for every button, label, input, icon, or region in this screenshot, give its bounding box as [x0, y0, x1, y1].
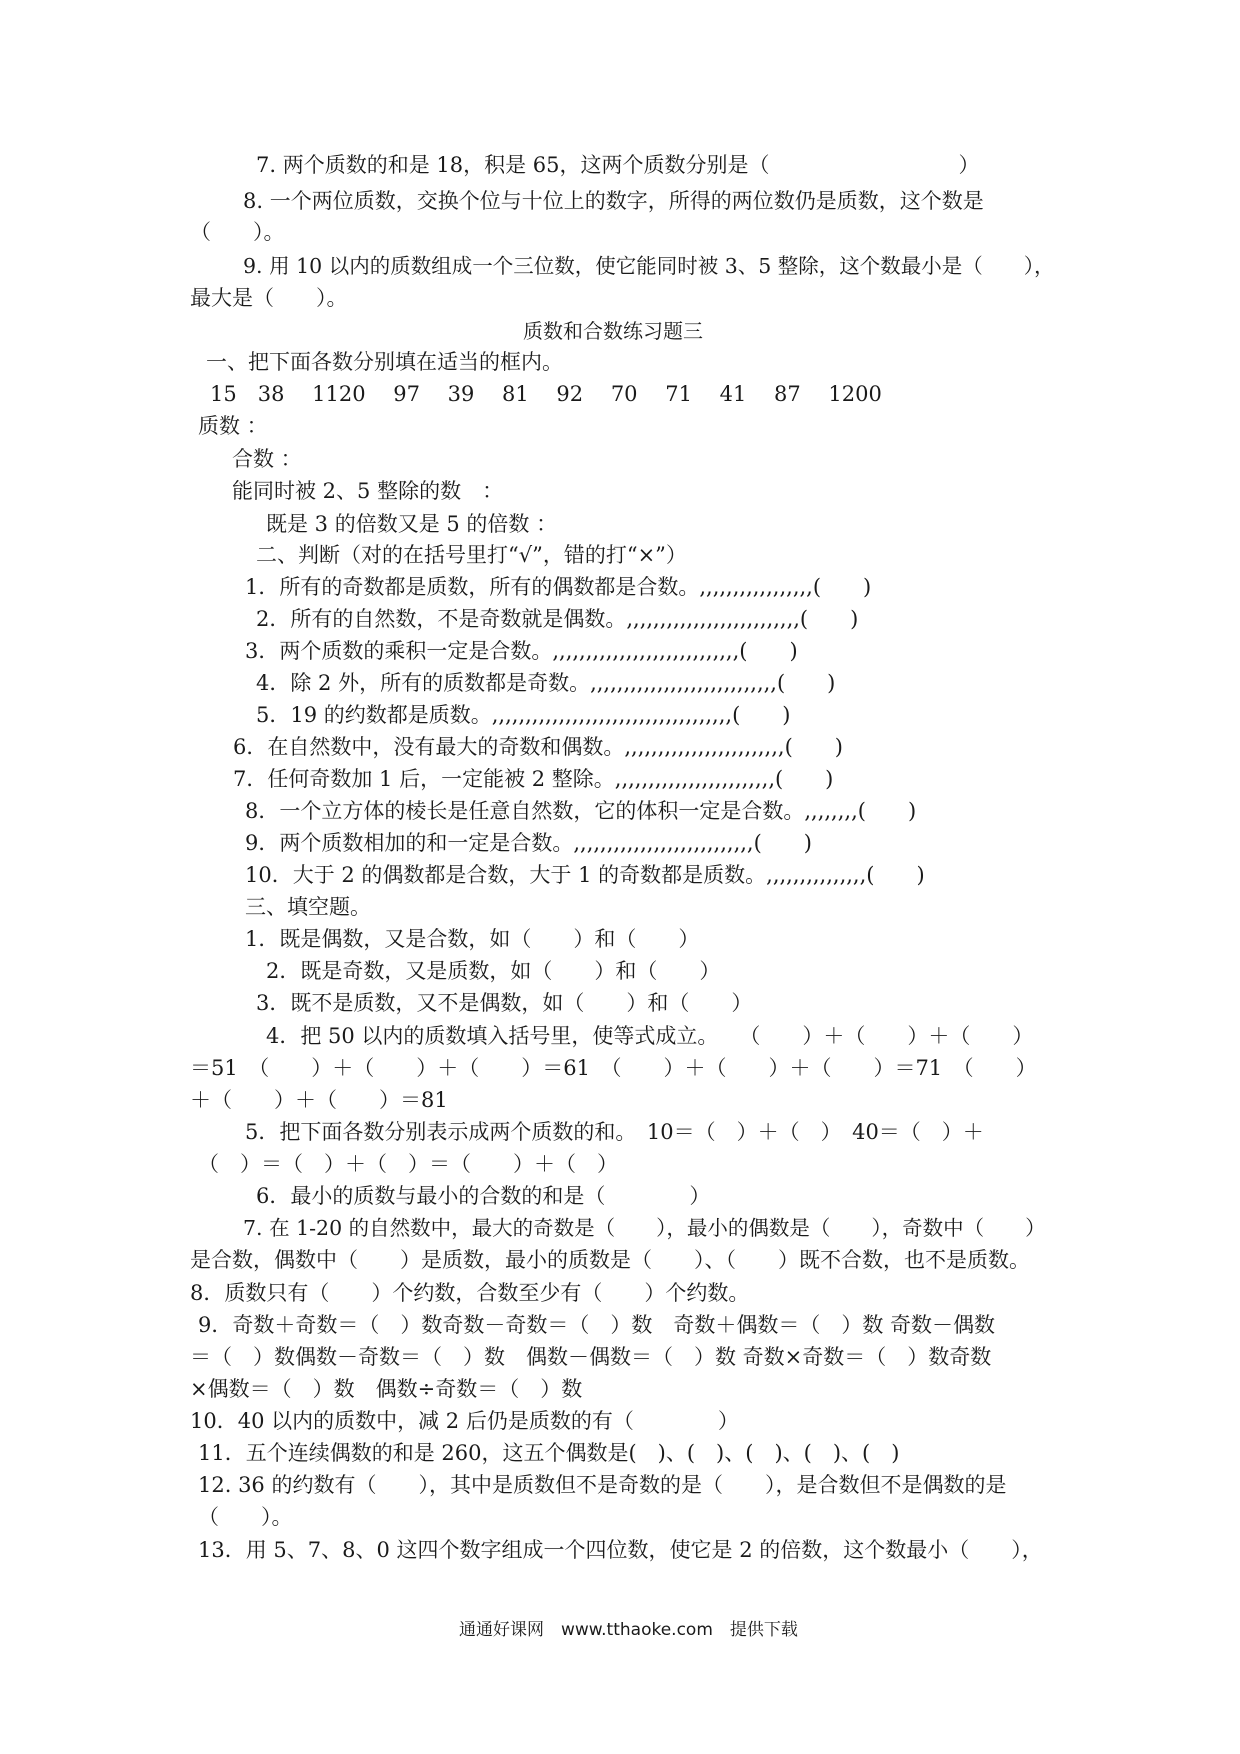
prime-label: 质数 ： [198, 414, 268, 438]
fill-item-4-line-3: ＋（ ）＋（ ）＝81 [190, 1088, 448, 1112]
fill-item-5-line-2: （ ）＝（ ）＋（ ）＝（ ）＋（ ） [198, 1152, 618, 1176]
fill-item-3: 3．既不是质数，又不是偶数，如（ ）和（ ） [256, 991, 753, 1015]
judge-item-8: 8．一个立方体的棱长是任意自然数，它的体积一定是合数。,,,,,,,,( ) [245, 799, 917, 823]
fill-item-5: 5．把下面各数分别表示成两个质数的和。 10＝（ ）＋（ ） 40＝（ ）＋ [245, 1120, 984, 1144]
fill-item-4: 4．把 50 以内的质数填入括号里，使等式成立。 （ ）＋（ ）＋（ ） [266, 1024, 1034, 1048]
fill-item-7-line-2: 是合数，偶数中（ ）是质数，最小的质数是（ ）、（ ）既不合数，也不是质数。 [190, 1248, 1030, 1272]
judge-item-10: 10．大于 2 的偶数都是合数，大于 1 的奇数都是质数。,,,,,,,,,,,,,,,( ) [245, 863, 925, 887]
part-2-heading: 二、判断（对的在括号里打“√”，错的打“×”） [256, 543, 687, 567]
fill-item-9-line-2: ＝（ ）数偶数－奇数＝（ ）数 偶数－偶数＝（ ）数 奇数×奇数＝（ ）数奇数 [190, 1345, 992, 1369]
fill-item-12-line-2: （ ）。 [198, 1505, 293, 1529]
number-list: 15 38 1120 97 39 81 92 70 71 41 87 1200 [210, 382, 882, 406]
fill-item-12: 12. 36 的约数有（ ），其中是质数但不是奇数的是（ ），是合数但不是偶数的是 [198, 1473, 1007, 1497]
fill-item-10: 10．40 以内的质数中，减 2 后仍是质数的有（ ） [190, 1409, 739, 1433]
fill-item-2: 2．既是奇数，又是质数，如（ ）和（ ） [266, 959, 721, 983]
fill-item-13: 13．用 5、7、8、0 这四个数字组成一个四位数，使它是 2 的倍数，这个数最小（ ）， [198, 1538, 1043, 1562]
footer-credit: 通通好课网 www.tthaoke.com 提供下载 [459, 1620, 798, 1640]
fill-item-7: 7. 在 1-20 的自然数中，最大的奇数是（ ），最小的偶数是（ ），奇数中（ ） [243, 1216, 1046, 1240]
judge-item-4: 4．除 2 外，所有的质数都是奇数。,,,,,,,,,,,,,,,,,,,,,,,,,,,,( ) [256, 671, 836, 695]
fill-item-1: 1．既是偶数，又是合数，如（ ）和（ ） [245, 927, 700, 951]
question-9-continued: 最大是（ ）。 [190, 286, 348, 310]
fill-item-6: 6．最小的质数与最小的合数的和是（ ） [256, 1184, 711, 1208]
fill-item-4-line-2: ＝51 （ ）＋（ ）＋（ ）＝61 （ ）＋（ ）＋（ ）＝71 （ ） [190, 1056, 1037, 1080]
fill-item-9: 9．奇数＋奇数＝（ ）数奇数－奇数＝（ ）数 奇数＋偶数＝（ ）数 奇数－偶数 [198, 1313, 996, 1337]
judge-item-9: 9．两个质数相加的和一定是合数。,,,,,,,,,,,,,,,,,,,,,,,,,,,( ) [245, 831, 812, 855]
multiple-of-3-and-5-label: 既是 3 的倍数又是 5 的倍数 ： [266, 512, 558, 536]
section-title: 质数和合数练习题三 [523, 319, 703, 343]
part-3-heading: 三、填空题。 [245, 895, 371, 919]
question-8-continued: （ ）。 [190, 220, 285, 244]
question-7-prime-sum: 7. 两个质数的和是 18，积是 65，这两个质数分别是（ ） [256, 153, 980, 177]
part-1-heading: 一、把下面各数分别填在适当的框内。 [206, 350, 563, 374]
question-9-three-digit: 9. 用 10 以内的质数组成一个三位数，使它能同时被 3、5 整除，这个数最小是（ ）， [243, 254, 1055, 278]
fill-item-8: 8．质数只有（ ）个约数，合数至少有（ ）个约数。 [190, 1281, 750, 1305]
judge-item-1: 1．所有的奇数都是质数，所有的偶数都是合数。,,,,,,,,,,,,,,,,,( ) [245, 575, 872, 599]
judge-item-5: 5．19 的约数都是质数。,,,,,,,,,,,,,,,,,,,,,,,,,,,,,,,,,,,,( ) [256, 703, 791, 727]
fill-item-11: 11．五个连续偶数的和是 260，这五个偶数是( )、( )、( )、( )、( ) [198, 1441, 900, 1465]
fill-item-9-line-3: ×偶数＝（ ）数 偶数÷奇数＝（ ）数 [190, 1377, 583, 1401]
divisible-by-2-5-label: 能同时被 2、5 整除的数 ： [232, 479, 504, 503]
question-8-two-digit-prime: 8. 一个两位质数，交换个位与十位上的数字，所得的两位数仍是质数，这个数是 [243, 189, 984, 213]
judge-item-2: 2．所有的自然数，不是奇数就是偶数。,,,,,,,,,,,,,,,,,,,,,,,,,,( ) [256, 607, 859, 631]
judge-item-6: 6．在自然数中，没有最大的奇数和偶数。,,,,,,,,,,,,,,,,,,,,,,,,( ) [233, 735, 843, 759]
composite-label: 合数 ： [232, 447, 302, 471]
judge-item-7: 7．任何奇数加 1 后，一定能被 2 整除。,,,,,,,,,,,,,,,,,,,,,,,,( ) [233, 767, 834, 791]
judge-item-3: 3．两个质数的乘积一定是合数。,,,,,,,,,,,,,,,,,,,,,,,,,,,,( ) [245, 639, 798, 663]
